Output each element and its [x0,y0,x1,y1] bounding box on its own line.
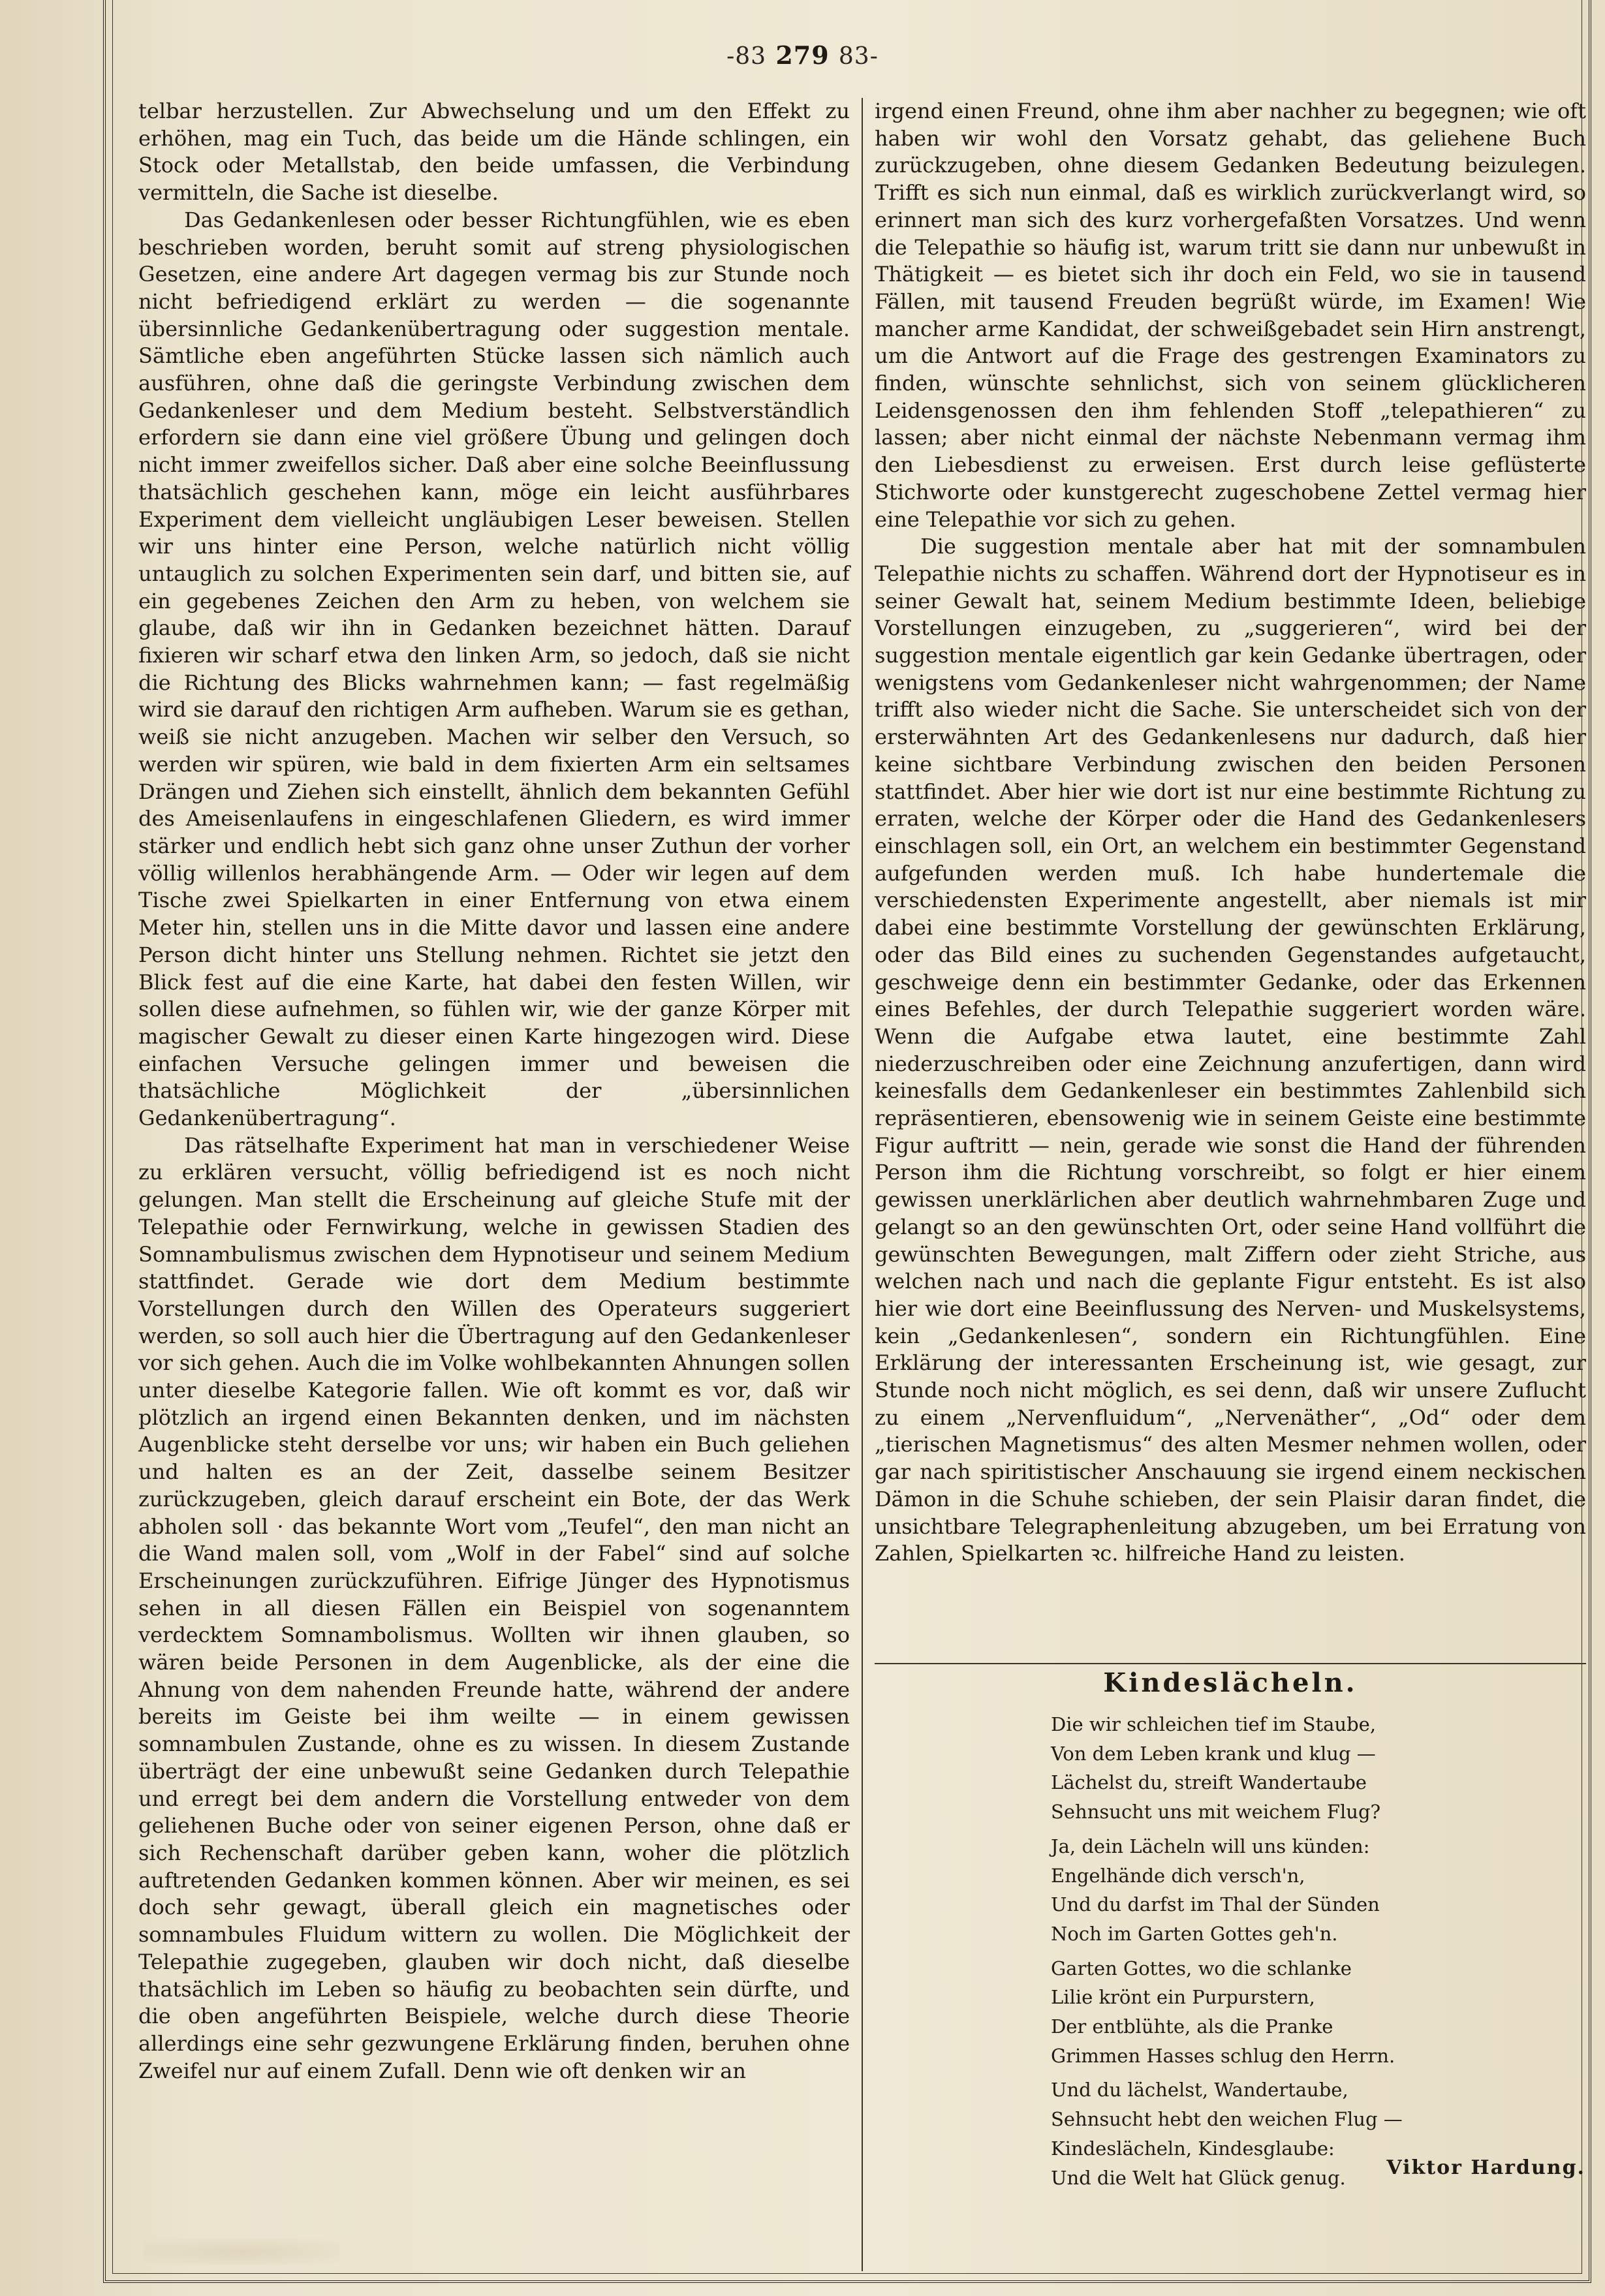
page-header [0,40,1605,86]
poem-line: Sehnsucht hebt den weichen Flug — [1051,2108,1403,2131]
poem-line: Kindeslächeln, Kindesglaube: [1051,2137,1335,2160]
poem-line: Und du lächelst, Wandertaube, [1051,2079,1348,2102]
left-column [138,98,850,2271]
left-paragraph-2: Das Gedankenlesen oder besser Richtungfühlen, wie es eben beschrieben worden, beruht somit auf streng physiologischen Gesetzen, eine andere Art dagegen vermag bis zur Stunde noch nicht befriedigend erklärt zu werden — die sogenannte übersinnliche Gedankenübertragung oder suggestion mentale. Sämtliche eben angeführten Stücke lassen sich nämlich auch ausführen, ohne daß die geringste Verbindung zwischen dem Gedankenleser und dem Medium besteht. Selbstverständlich erfordern sie dann eine viel größere Übung und gelingen doch nicht immer zweifellos sicher. Daß aber eine solche Beeinflussung thatsächlich geschehen kann, möge ein leicht ausführbares Experiment dem vielleicht ungläubigen Leser beweisen. Stellen wir uns hinter eine Person, welche natürlich nicht völlig untauglich zu solchen Experimenten sein darf, und bitten sie, auf ein gegebenes Zeichen den Arm zu heben, von welchem sie glaube, daß wir ihn in Gedanken bezeichnet hätten. Darauf fixieren wir scharf etwa den linken Arm, so jedoch, daß sie nicht die Richtung des Blicks wahrnehmen kann; — fast regelmäßig wird sie darauf den richtigen Arm aufheben. Warum sie es gethan, weiß sie nicht anzugeben. Machen wir selber den Versuch, so werden wir spüren, wie bald in dem fixierten Arm ein seltsames Drängen und Ziehen sich einstellt, ähnlich dem bekannten Gefühl des Ameisenlaufens in eingeschlafenen Gliedern, es wird immer stärker und endlich hebt sich ganz ohne unser Zuthun der vorher völlig willenlos herabhängende Arm. — Oder wir legen auf dem Tische zwei Spielkarten in einer Entfernung von etwa einem Meter hin, stellen uns in die Mitte davor und lassen eine andere Person dicht hinter uns Stellung nehmen. Richtet sie jetzt den Blick fest auf die eine Karte, hat dabei den festen Willen, wir sollen diese aufnehmen, so fühlen wir, wie der ganze Körper mit magischer Gewalt zu dieser einen Karte hingezogen wird. Diese einfachen Versuche gelingen immer und beweisen die thatsächliche Möglichkeit der „übersinnlichen Gedankenübertragung“. [138,207,850,1131]
paper-stain [144,2239,339,2265]
left-paragraph-1: telbar herzustellen. Zur Abwechselung und um den Effekt zu erhöhen, mag ein Tuch, das beide um die Hände schlingen, ein Stock oder Metallstab, den beide umfassen, die Verbindung vermitteln, die Sache ist dieselbe. [138,99,850,206]
column-divider [862,98,863,2271]
poem-line: Ja, dein Lächeln will uns künden: [1051,1835,1370,1857]
poem-line: Und die Welt hat Glück genug. [1051,2166,1346,2189]
left-paragraph-3: Das rätselhafte Experiment hat man in verschiedener Weise zu erklären versucht, völlig befriedigend ist es noch nicht gelungen. Man stellt die Erscheinung auf gleiche Stufe mit der Telepathie oder Fernwirkung, welche in gewissen Stadien des Somnambulismus zwischen dem Hypnotiseur und seinem Medium stattfindet. Gerade wie dort dem Medium bestimmte Vorstellungen durch den Willen des Operateurs suggeriert werden, so soll auch hier die Übertragung auf den Gedankenleser vor sich gehen. Auch die im Volke wohlbekannten Ahnungen sollen unter dieselbe Kategorie fallen. Wie oft kommt es vor, daß wir plötzlich an irgend einen Bekannten denken, und im nächsten Augenblicke steht derselbe vor uns; wir haben ein Buch geliehen und halten es an der Zeit, dasselbe seinem Besitzer zurückzugeben, gleich darauf erscheint ein Bote, der das Werk abholen soll · das bekannte Wort vom „Teufel“, den man nicht an die Wand malen soll, vom „Wolf in der Fabel“ sind auf solche Erscheinungen zurückzuführen. Eifrige Jünger des Hypnotismus sehen in all diesen Fällen ein Beispiel von sogenanntem verdecktem Somnambolismus. Wollten wir ihnen glauben, so wären beide Personen in dem Augenblicke, als der eine die Ahnung von dem nahenden Freunde hatte, während der andere bereits im Geiste bei ihm weilte — in einem gewissen somnambulen Zustande, ohne es zu wissen. In diesem Zustande überträgt der eine unbewußt seine Gedanken durch Telepathie und erregt bei dem andern die Vorstellung entweder von dem geliehenen Buche oder von seiner eigenen Person, ohne daß er sich Rechenschaft darüber geben kann, woher die plötzlich auftretenden Gedanken kommen können. Aber wir meinen, es sei doch sehr gewagt, überall gleich ein magnetisches oder somnambules Fluidum wittern zu wollen. Die Möglichkeit der Telepathie zugegeben, glauben wir doch nicht, daß dieselbe thatsächlich im Leben so häufig zu beobachten sein dürfte, und die oben angeführten Beispiele, welche durch diese Theorie allerdings eine sehr gezwungene Erklärung finden, beruhen ohne Zweifel nur auf einem Zufall. Denn wie oft denken wir an [138,1132,850,2083]
poem-body [1051,1710,1586,2197]
poem-line: Und du darfst im Thal der Sünden [1051,1893,1380,1916]
poem-stanza-2 [1051,1832,1586,1949]
poem-line: Die wir schleichen tief im Staube, [1051,1713,1377,1735]
poem-line: Der entblühte, als die Pranke [1051,2015,1333,2038]
right-paragraph-2: Die suggestion mentale aber hat mit der somnambulen Telepathie nichts zu schaffen. Während dort der Hypnotiseur es in seiner Gewalt hat, seinem Medium bestimmte Ideen, beliebige Vorstellungen einzugeben, zu „suggerieren“, wird bei der suggestion mentale eigentlich gar kein Gedanke übertragen, oder wenigstens vom Gedankenleser nicht wahrgenommen; der Name trifft also wieder nicht die Sache. Sie unterscheidet sich von der ersterwähnten Art des Gedankenlesens nur dadurch, daß hier keine sichtbare Verbindung zwischen den beiden Personen stattfindet. Aber hier wie dort ist nur eine bestimmte Richtung zu erraten, welche der Körper oder die Hand des Gedankenlesers einschlagen soll, ein Ort, an welchem ein bestimmter Gegenstand aufgefunden werden muß. Ich habe hundertemale die verschiedensten Experimente angestellt, aber niemals ist mir dabei eine bestimmte Vorstellung der gewünschten Erklärung, oder das Bild eines zu suchenden Gegenstandes aufgetaucht, geschweige denn ein bestimmter Gedanke, oder das Erkennen eines Befehles, der durch Telepathie suggeriert worden wäre. Wenn die Aufgabe etwa lautet, eine bestimmte Zahl niederzuschreiben oder eine Zeichnung anzufertigen, dann wird keinesfalls dem Gedankenleser ein bestimmtes Zahlenbild sich repräsentieren, ebensowenig wie in seinem Geiste eine bestimmte Figur auftritt — nein, gerade wie sonst die Hand der führenden Person ihm die Richtung vorschreibt, so folgt er hier einem gewissen unerklärlichen aber deutlich wahrnehmbaren Zuge und gelangt so an den gewünschten Ort, oder seine Hand vollführt die gewünschten Bewegungen, malt Ziffern oder zieht Striche, aus welchen nach und nach die geplante Figur entsteht. Es ist also hier wie dort eine Beeinflussung des Nerven- und Muskelsystems, kein „Gedankenlesen“, sondern ein Richtungfühlen. Eine Erklärung der interessanten Erscheinung ist, wie gesagt, zur Stunde noch nicht möglich, es sei denn, daß wir unsere Zuflucht zu einem „Nervenfluidum“, „Nervenäther“, „Od“ oder dem „tierischen Magnetismus“ des alten Mesmer nehmen wollen, oder gar nach spiritistischer Anschauung sie irgend einem neckischen Dämon in die Schuhe schieben, der sein Plaisir daran findet, die unsichtbare Telegraphenleitung abzugeben, um bei Erratung von Zahlen, Spielkarten ꝛc. hilfreiche Hand zu leisten. [875,534,1586,1566]
poem-stanza-3 [1051,1954,1586,2071]
poem-line: Lilie krönt ein Purpurstern, [1051,1986,1315,2009]
page-number: 279 [775,40,830,70]
poem-line: Von dem Leben krank und klug — [1051,1742,1376,1765]
poem-line: Noch im Garten Gottes geh'n. [1051,1922,1338,1945]
poem-line: Garten Gottes, wo die schlanke [1051,1957,1352,1979]
poem-line: Sehnsucht uns mit weichem Flug? [1051,1801,1381,1823]
poem-line: Lächelst du, streift Wandertaube [1051,1771,1367,1794]
poem-line: Grimmen Hasses schlug den Herrn. [1051,2044,1395,2067]
header-ornament-right: 83- [838,43,879,70]
right-column [875,98,1586,1651]
right-paragraph-1: irgend einen Freund, ohne ihm aber nachher zu begegnen; wie oft haben wir wohl den Vorsatz gehabt, das geliehene Buch zurückzugeben, ohne diesem Gedanken Bedeutung beizulegen. Trifft es sich nun einmal, daß es wirklich zurückverlangt wird, so erinnert man sich des kurz vorhergefaßten Vorsatzes. Und wenn die Telepathie so häufig ist, warum tritt sie dann nur unbewußt in Thätigkeit — es bietet sich ihr doch ein Feld, wo sie in tausend Fällen, mit tausend Freuden begrüßt würde, im Examen! Wie mancher arme Kandidat, der schweißgebadet sein Hirn anstrengt, um die Antwort auf die Frage des gestrengen Examinators zu finden, wünschte sehnlichst, sich von seinem glücklicheren Leidensgenossen den ihm fehlenden Stoff „telepathieren“ zu lassen; aber nicht einmal der nächste Nebenmann vermag ihm den Liebesdienst zu erweisen. Erst durch leise geflüsterte Stichworte oder kunstgerecht zugeschobene Zettel vermag hier eine Telepathie vor sich zu gehen. [875,99,1586,532]
header-ornament-left: -83 [726,43,767,70]
poem-line: Engelhände dich versch'n, [1051,1864,1305,1887]
poem-stanza-1 [1051,1710,1586,1827]
poem-title: Kindeslächeln. [1103,1668,1358,1698]
poem-divider [875,1663,1586,1664]
poem-author: Viktor Hardung. [1386,2156,1585,2179]
